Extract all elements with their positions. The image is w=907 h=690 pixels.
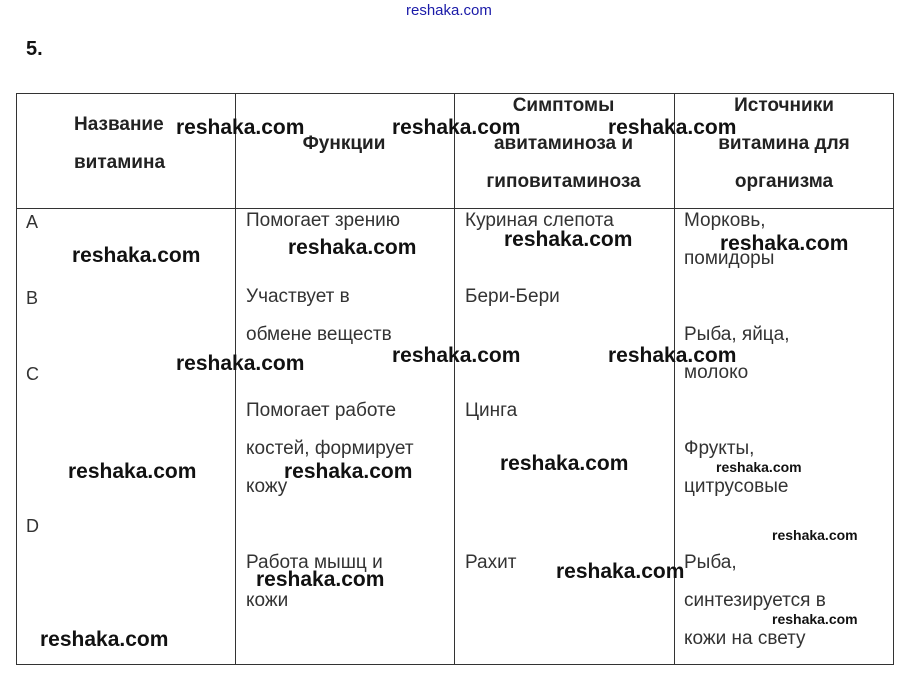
watermark: reshaka.com: [720, 232, 849, 255]
source-text: Фрукты,: [684, 438, 755, 459]
function-text: обмене веществ: [246, 324, 392, 345]
row-letter: A: [26, 212, 39, 232]
watermark: reshaka.com: [772, 527, 858, 543]
symptom-text: Рахит: [465, 552, 517, 573]
watermark: reshaka.com: [772, 611, 858, 627]
header-symptoms-line2: авитаминоза и: [493, 133, 634, 154]
watermark: reshaka.com: [500, 452, 629, 475]
site-link[interactable]: reshaka.com: [406, 2, 492, 19]
watermark: reshaka.com: [716, 459, 802, 475]
watermark: reshaka.com: [284, 460, 413, 483]
watermark: reshaka.com: [392, 344, 521, 367]
watermark: reshaka.com: [608, 116, 737, 139]
symptom-text: Куриная слепота: [465, 210, 614, 231]
header-sources-line1: Источники: [734, 95, 834, 116]
source-text: Рыба,: [684, 552, 737, 573]
header-symptoms-line1: Симптомы: [512, 95, 615, 116]
function-text: костей, формирует: [246, 438, 414, 459]
source-text: Морковь,: [684, 210, 766, 231]
column-divider: [235, 94, 236, 664]
watermark: reshaka.com: [608, 344, 737, 367]
source-text: Рыба, яйца,: [684, 324, 790, 345]
watermark: reshaka.com: [556, 560, 685, 583]
symptom-text: Цинга: [465, 400, 518, 421]
source-text: помидоры: [684, 248, 775, 269]
header-sources-line2: витамина для: [718, 133, 850, 154]
watermark: reshaka.com: [176, 352, 305, 375]
task-number: 5.: [26, 38, 43, 60]
function-text: Участвует в: [246, 286, 350, 307]
row-letter: D: [26, 516, 39, 536]
watermark: reshaka.com: [504, 228, 633, 251]
source-text: кожи на свету: [684, 628, 806, 649]
function-text: кожи: [246, 590, 289, 611]
header-symptoms-line3: гиповитаминоза: [486, 171, 641, 192]
watermark: reshaka.com: [40, 628, 169, 651]
function-text: Работа мышц и: [246, 552, 383, 573]
header-name-line1: Название: [74, 114, 164, 135]
watermark: reshaka.com: [392, 116, 521, 139]
header-sources-line3: организма: [734, 171, 834, 192]
header-name-line2: витамина: [74, 152, 166, 173]
row-letter: C: [26, 364, 39, 384]
watermark: reshaka.com: [68, 460, 197, 483]
function-text: кожу: [246, 476, 288, 497]
function-text: Помогает зрению: [246, 210, 401, 231]
function-text: Помогает работе: [246, 400, 397, 421]
source-text: цитрусовые: [684, 476, 789, 497]
watermark: reshaka.com: [288, 236, 417, 259]
source-text: синтезируется в: [684, 590, 826, 611]
source-text: молоко: [684, 362, 749, 383]
watermark: reshaka.com: [176, 116, 305, 139]
header-functions: Функции: [302, 133, 386, 154]
symptom-text: Бери-Бери: [465, 286, 560, 307]
row-letter: B: [26, 288, 39, 308]
watermark: reshaka.com: [256, 568, 385, 591]
watermark: reshaka.com: [72, 244, 201, 267]
